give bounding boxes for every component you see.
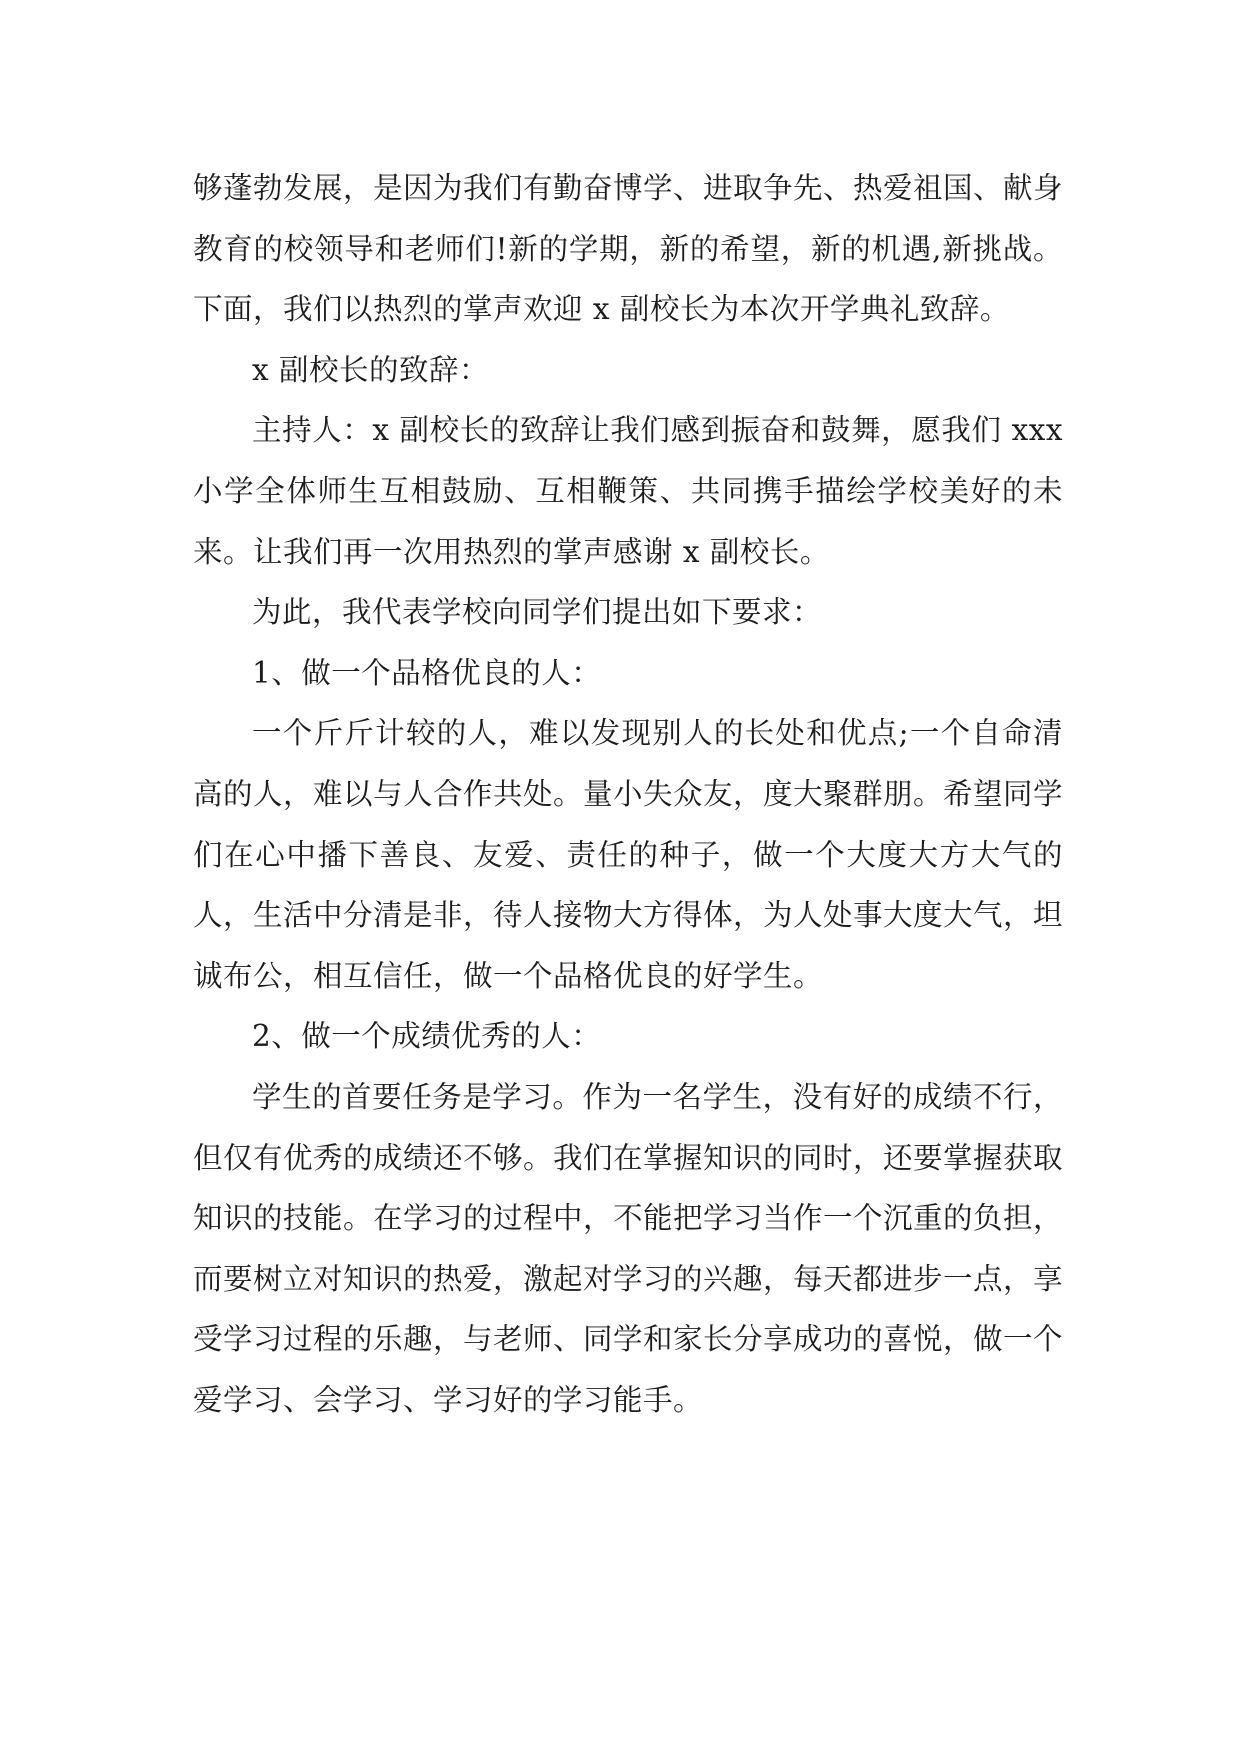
document-body (193, 158, 1063, 1430)
list-heading: 2、做一个成绩优秀的人： (252, 1019, 602, 1054)
paragraph: 学生的首要任务是学习。作为一名学生，没有好的成绩不行，但仅有优秀的成绩还不够。我们在掌握知识的同时，还要掌握获取知识的技能。在学习的过程中，不能把学习当作一个沉重的负担，而要树立对知识的热爱，激起对学习的兴趣，每天都进步一点，享受学习过程的乐趣，与老师、同学和家长分享成功的喜悦，做一个爱学习、会学习、学习好的学习能手。 (193, 1079, 1064, 1417)
list-heading: 1、做一个品格优良的人： (252, 655, 602, 690)
paragraph: 为此，我代表学校向同学们提出如下要求： (252, 595, 823, 630)
paragraph: 够蓬勃发展，是因为我们有勤奋博学、进取争先、热爱祖国、献身教育的校领导和老师们!新的学期，新的希望，新的机遇,新挑战。下面，我们以热烈的掌声欢迎 x 副校长为本次开学典礼致辞。 (193, 171, 1064, 327)
paragraph: 一个斤斤计较的人，难以发现别人的长处和优点;一个自命清高的人，难以与人合作共处。量小失众友，度大聚群朋。希望同学们在心中播下善良、友爱、责任的种子，做一个大度大方大气的人，生活中分清是非，待人接物大方得体，为人处事大度大气，坦诚布公，相互信任，做一个品格优良的好学生。 (193, 716, 1064, 993)
paragraph: 主持人：x 副校长的致辞让我们感到振奋和鼓舞，愿我们 xxx 小学全体师生互相鼓励、互相鞭策、共同携手描绘学校美好的未来。让我们再一次用热烈的掌声感谢 x 副校长。 (193, 413, 1063, 569)
paragraph: x 副校长的致辞： (252, 352, 490, 387)
